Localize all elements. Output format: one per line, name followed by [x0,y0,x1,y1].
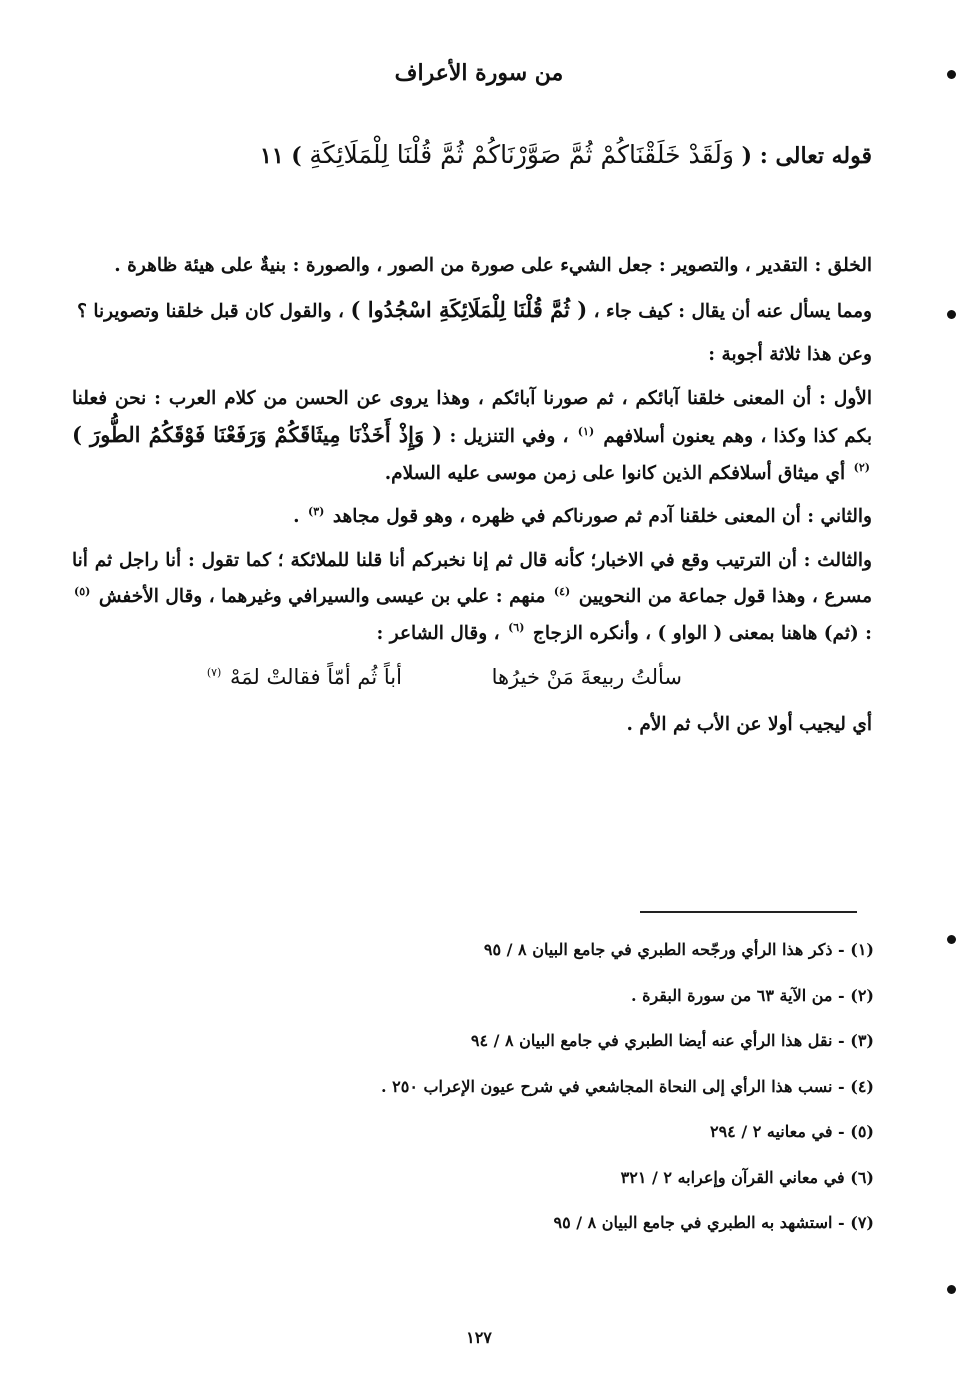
footnote-ref: (٦) [508,621,525,635]
paragraph [72,292,872,331]
footnote-item: (٢) - من الآية ٦٣ من سورة البقرة . [630,985,874,1005]
verse-close: ) ١١ [260,143,302,169]
scan-mark [947,310,956,319]
paragraph [72,499,872,536]
footnote-ref: (٣) [308,504,325,518]
text-run: والثالث : أن الترتيب وقع في الاخبار؛ كأنه قال ثم إنا نخبركم أنا قلنا للملائكة ؛ كما تقول : أنا راجل ثم أنا مسرع ، وهذا قول جماعة من النحويين [72,549,872,607]
paragraph: الخلق : التقدير ، والتصوير : جعل الشيء على صورة من الصور ، والصورة : بنيةٌ على هيئة ظاهرة . [114,255,872,276]
footnote-item: (٤) - نسب هذا الرأي إلى النحاة المجاشعي في شرح عيون الإعراب ٢٥٠ . [381,1076,874,1096]
poetry-hemistich-second [205,659,402,696]
scan-mark [947,70,956,79]
footnote-item: (٧) - استشهد به الطبري في جامع البيان ٨ / ٩٥ [553,1213,874,1232]
footnote-item: (٣) - نقل هذا الرأي عنه أيضا الطبري في جامع البيان ٨ / ٩٤ [470,1031,874,1050]
footnote-item: (٥) - في معانيه ٢ / ٢٩٤ [709,1122,874,1141]
footnote-ref: (٧) [206,666,222,679]
text-run: ، وقال الشاعر : [376,622,500,644]
footnote-divider [640,911,857,913]
footnote-ref: (٤) [553,584,571,598]
text-run: . [293,506,300,527]
footnote-ref: (١) [577,424,595,438]
text-run: الأول : أن المعنى خلقنا آبائكم ، ثم صورنا آبائكم ، وهذا يروى عن الحسن من كلام العرب : نحن فعلنا بكم كذا وكذا ، وهم يعنون أسلافهم [72,387,872,447]
verse-heading [80,140,872,169]
paragraph [72,381,872,493]
quran-quote: ( ثُمَّ قُلْنَا لِلْمَلَائِكَةِ اسْجُدُوا ) [350,296,588,322]
quran-quote: ( وَإِذْ أَخَذْنَا مِيثَاقَكُمْ وَرَفَعْنَا فَوْقَكُمُ الطُّورَ ) [72,422,443,447]
paragraph: وعن هذا ثلاثة أجوبة : [708,344,872,365]
poetry-hemistich-first: سألتُ ربيعةَ مَنْ خيرُها [491,665,682,689]
page-header: من سورة الأعراف [394,60,564,86]
text-run: : (ثم) هاهنا بمعنى ( الواو ) ، وأنكره الزجاج [532,622,872,644]
text-run: ، وفي التنزيل : [449,426,569,447]
text-run: ، والقول كان قبل خلقنا وتصويرنا ؟ [77,300,344,322]
poetry-text: أباً ثُم أمّاً فقالتْ لمَهْ [230,665,402,689]
footnotes [100,935,874,1254]
footnote-ref: (٢) [853,461,870,475]
text-run: ومما يسأل عنه أن يقال : كيف جاء ، [593,300,872,322]
page-number: ١٢٧ [466,1328,492,1347]
text-run: أي ميثاق أسلافكم الذين كانوا على زمن موسى عليه السلام. [384,462,846,484]
verse-intro: قوله تعالى : ( [741,143,872,169]
text-run: منهم : علي بن عيسى والسيرافي وغيرهما ، وقال الأخفش [98,586,546,607]
paragraph: أي ليجيب أولا عن الأب ثم الأم . [626,714,872,735]
scan-mark [947,935,956,944]
footnote-item: (١) - ذكر هذا الرأي ورجّحه الطبري في جامع البيان ٨ / ٩٥ [483,940,874,959]
footnote-ref: (٥) [74,584,91,598]
paragraph [72,543,872,653]
scan-mark [947,1285,956,1294]
poetry-verse [72,659,872,699]
main-text [72,248,872,751]
verse-text: وَلَقَدْ خَلَقْنَاكُمْ ثُمَّ صَوَّرْنَاكُمْ ثُمَّ قُلْنَا لِلْمَلَائِكَةِ [309,140,734,169]
text-run: والثاني : أن المعنى خلقنا آدم ثم صورناكم في ظهره ، وهو قول مجاهد [332,506,872,527]
footnote-item: (٦) في معاني القرآن وإعرابه ٢ / ٣٢١ [620,1167,874,1187]
